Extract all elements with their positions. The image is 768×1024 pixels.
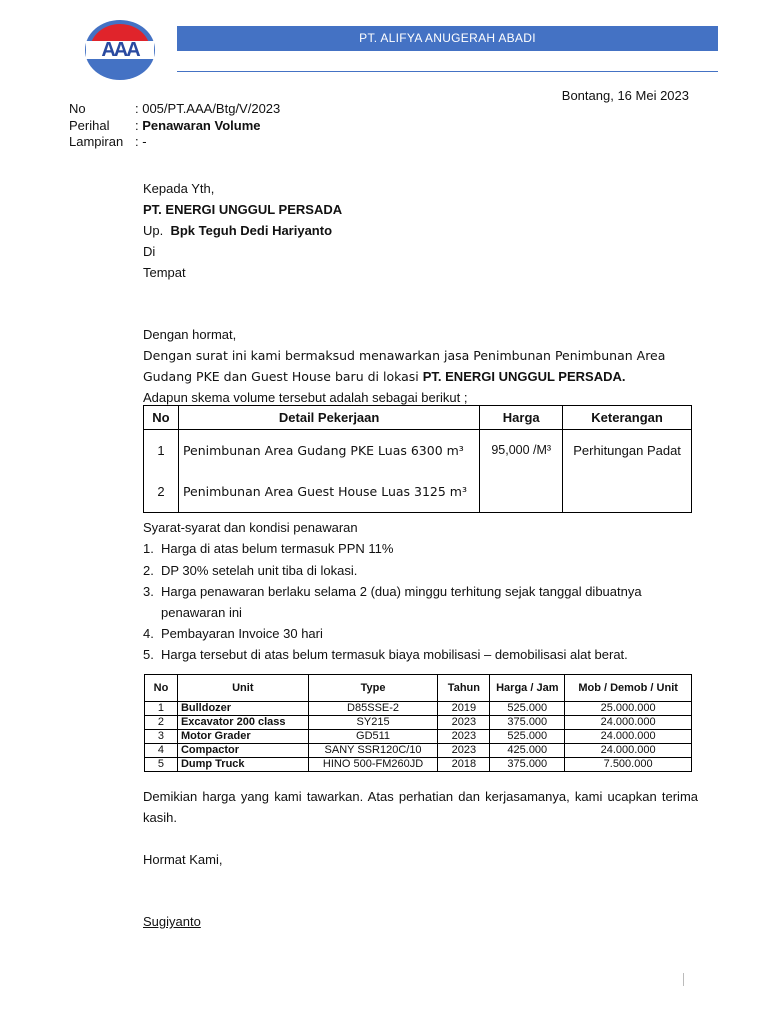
cell-harga: 525.000 — [490, 702, 565, 716]
cell-type: SANY SSR120C/10 — [308, 744, 438, 758]
cell-unit: Dump Truck — [177, 758, 308, 772]
col-type: Type — [308, 675, 438, 702]
recipient-company: PT. ENERGI UNGGUL PERSADA — [143, 202, 343, 217]
list-item-continuation: penawaran ini — [161, 605, 242, 620]
item-number: 4. — [143, 626, 154, 641]
cell-tahun: 2019 — [438, 702, 490, 716]
table-row — [144, 430, 692, 471]
item-text: DP 30% setelah unit tiba di lokasi. — [161, 563, 358, 578]
cell-mob: 24.000.000 — [565, 744, 692, 758]
no-value: : 005/PT.AAA/Btg/V/2023 — [135, 101, 281, 116]
list-item — [143, 560, 357, 581]
list-item — [143, 581, 642, 602]
cell-unit: Motor Grader — [177, 730, 308, 744]
note-cell: Perhitungan Padat — [563, 430, 692, 513]
header-divider — [177, 71, 718, 72]
work-table-header — [144, 406, 692, 430]
attn-prefix: Up. — [143, 223, 164, 238]
lampiran-label: Lampiran — [69, 134, 124, 149]
cell-mob: 24.000.000 — [565, 716, 692, 730]
intro-company: PT. ENERGI UNGGUL PERSADA. — [422, 369, 626, 384]
recipient-attn — [143, 223, 332, 238]
list-item — [143, 538, 393, 559]
item-text: Harga tersebut di atas belum termasuk biaya mobilisasi – demobilisasi alat berat. — [161, 647, 628, 662]
page-marker — [683, 973, 684, 986]
perihal-label: Perihal — [69, 118, 110, 133]
cell-mob: 25.000.000 — [565, 702, 692, 716]
list-item — [143, 623, 323, 644]
item-text: Harga di atas belum termasuk PPN 11% — [161, 541, 394, 556]
perihal-value: Penawaran Volume — [142, 118, 261, 133]
logo-lettering: AAA — [101, 39, 139, 61]
company-banner: PT. ALIFYA ANUGERAH ABADI — [177, 26, 718, 51]
recipient-greeting: Kepada Yth, — [143, 181, 215, 196]
attachment-row — [69, 134, 147, 149]
letter-date: Bontang, 16 Mei 2023 — [561, 88, 689, 103]
cell-unit: Bulldozer — [177, 702, 308, 716]
cell-unit: Compactor — [177, 744, 308, 758]
work-table — [143, 405, 692, 513]
col-mob-demob: Mob / Demob / Unit — [565, 675, 692, 702]
cell-mob: 24.000.000 — [565, 730, 692, 744]
cell-no: 5 — [145, 758, 178, 772]
cell-harga: 525.000 — [490, 730, 565, 744]
unit-table — [144, 674, 692, 772]
col-no: No — [145, 675, 178, 702]
cell-harga: 375.000 — [490, 758, 565, 772]
col-keterangan: Keterangan — [563, 406, 692, 430]
table-row — [145, 744, 692, 758]
item-text: Harga penawaran berlaku selama 2 (dua) minggu terhitung sejak tanggal dibuatnya — [161, 584, 642, 599]
row-detail: Penimbunan Area Guest House Luas 3125 m³ — [178, 471, 479, 513]
terms-title: Syarat-syarat dan kondisi penawaran — [143, 520, 358, 535]
col-harga: Harga — [480, 406, 563, 430]
col-tahun: Tahun — [438, 675, 490, 702]
list-item — [143, 644, 628, 665]
col-unit: Unit — [177, 675, 308, 702]
closing-paragraph: Demikian harga yang kami tawarkan. Atas perhatian dan kerjasamanya, kami ucapkan terima kasih. — [143, 789, 698, 825]
cell-harga: 375.000 — [490, 716, 565, 730]
no-label: No — [69, 101, 86, 116]
recipient-di: Di — [143, 244, 156, 259]
cell-tahun: 2023 — [438, 730, 490, 744]
intro-paragraph — [143, 345, 698, 387]
cell-tahun: 2023 — [438, 716, 490, 730]
table-row — [145, 716, 692, 730]
item-number: 5. — [143, 647, 154, 662]
cell-mob: 7.500.000 — [565, 758, 692, 772]
row-detail: Penimbunan Area Gudang PKE Luas 6300 m³ — [178, 430, 479, 471]
table-row — [145, 758, 692, 772]
col-detail: Detail Pekerjaan — [178, 406, 479, 430]
cell-tahun: 2018 — [438, 758, 490, 772]
table-row — [145, 730, 692, 744]
col-no: No — [144, 406, 179, 430]
col-harga-jam: Harga / Jam — [490, 675, 565, 702]
unit-table-header — [145, 675, 692, 702]
cell-no: 3 — [145, 730, 178, 744]
cell-no: 4 — [145, 744, 178, 758]
price-cell: 95,000 /M³ — [480, 430, 563, 513]
cell-type: D85SSE-2 — [308, 702, 438, 716]
cell-type: GD511 — [308, 730, 438, 744]
subject-row — [69, 118, 260, 133]
row-no: 1 — [144, 430, 179, 471]
item-number: 3. — [143, 584, 154, 599]
item-text: Pembayaran Invoice 30 hari — [161, 626, 323, 641]
cell-unit: Excavator 200 class — [177, 716, 308, 730]
salutation: Dengan hormat, — [143, 327, 237, 342]
row-no: 2 — [144, 471, 179, 513]
regards: Hormat Kami, — [143, 852, 223, 867]
company-logo — [84, 19, 156, 81]
scheme-line: Adapun skema volume tersebut adalah sebagai berikut ; — [143, 390, 468, 405]
perihal-colon: : — [135, 118, 143, 133]
attn-name: Bpk Teguh Dedi Hariyanto — [170, 223, 333, 238]
signatory-name: Sugiyanto — [143, 914, 201, 929]
cell-tahun: 2023 — [438, 744, 490, 758]
intro-text: Dengan surat ini kami bermaksud menawarkan jasa Penimbunan Penimbunan Area Gudang PKE dan Guest House baru di lokasi — [143, 348, 666, 384]
cell-no: 1 — [145, 702, 178, 716]
cell-type: SY215 — [308, 716, 438, 730]
recipient-place: Tempat — [143, 265, 186, 280]
cell-harga: 425.000 — [490, 744, 565, 758]
cell-type: HINO 500-FM260JD — [308, 758, 438, 772]
letter-number-row — [69, 101, 280, 116]
table-row — [145, 702, 692, 716]
cell-no: 2 — [145, 716, 178, 730]
item-number: 2. — [143, 563, 154, 578]
item-number: 1. — [143, 541, 154, 556]
lampiran-value: : - — [135, 134, 147, 149]
